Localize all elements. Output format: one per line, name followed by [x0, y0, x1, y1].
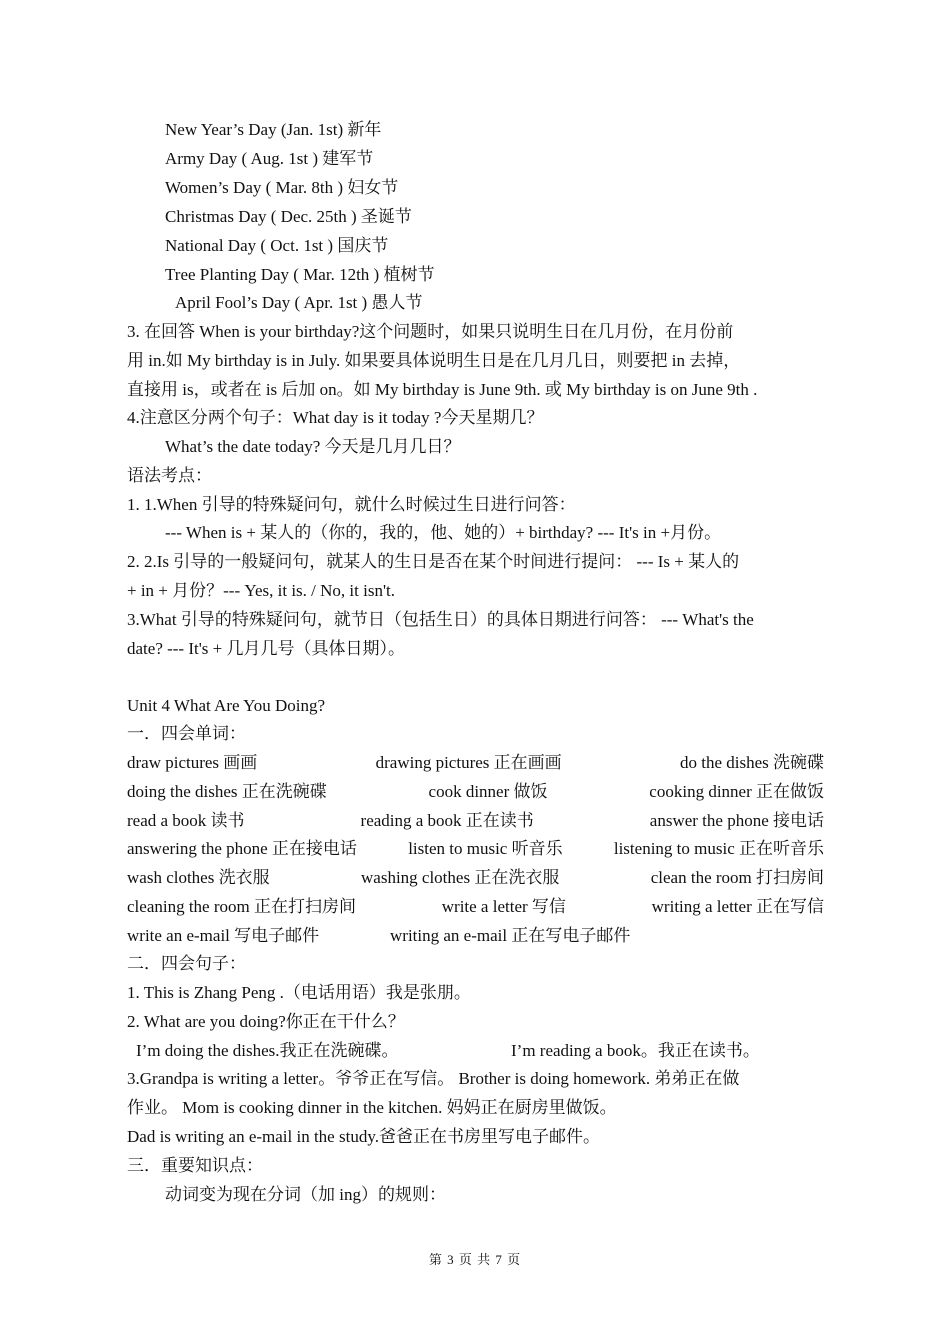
note-3-line: 直接用 is，或者在 is 后加 on。如 My birthday is June 9th. 或 My birthday is on June 9th .	[127, 380, 758, 399]
sentence-line: I’m doing the dishes.我正在洗碗碟。	[136, 1041, 399, 1060]
sentence-line: I’m reading a book。我正在读书。	[511, 1041, 760, 1060]
vocab-item: answering the phone 正在接电话	[127, 839, 357, 858]
knowledge-point: 动词变为现在分词（加 ing）的规则：	[165, 1185, 446, 1204]
vocab-item: read a book 读书	[127, 811, 245, 830]
vocab-item: listen to music 听音乐	[408, 839, 563, 858]
vocab-item: answer the phone 接电话	[649, 811, 824, 830]
festival-line: Tree Planting Day ( Mar. 12th ) 植树节	[165, 265, 435, 284]
sentence-line: 作业。 Mom is cooking dinner in the kitchen. 妈妈正在厨房里做饭。	[127, 1098, 617, 1117]
festival-line: National Day ( Oct. 1st ) 国庆节	[165, 236, 389, 255]
section-heading: 二．四会句子：	[127, 954, 246, 973]
vocab-item: washing clothes 正在洗衣服	[361, 868, 560, 887]
sentence-line: 3.Grandpa is writing a letter。爷爷正在写信。 Brother is doing homework. 弟弟正在做	[127, 1069, 740, 1088]
grammar-heading: 语法考点：	[127, 466, 212, 485]
vocab-row	[127, 867, 824, 889]
note-4-line: What’s the date today? 今天是几月几日？	[165, 437, 461, 456]
unit-title: Unit 4 What Are You Doing?	[127, 696, 326, 715]
grammar-line: --- When is + 某人的（你的，我的，他、她的）+ birthday? --- It's in +月份。	[165, 523, 722, 542]
vocab-item: wash clothes 洗衣服	[127, 868, 270, 887]
vocab-item: writing a letter 正在写信	[651, 897, 824, 916]
grammar-line: + in + 月份？--- Yes, it is. / No, it isn't.	[127, 581, 395, 600]
festival-line: April Fool’s Day ( Apr. 1st ) 愚人节	[175, 293, 423, 312]
section-heading: 三．重要知识点：	[127, 1156, 263, 1175]
grammar-line: date? --- It's + 几月几号（具体日期）。	[127, 639, 405, 658]
vocab-item: draw pictures 画画	[127, 753, 258, 772]
vocab-item: write a letter 写信	[441, 897, 566, 916]
vocab-row	[127, 752, 824, 774]
vocab-item: drawing pictures 正在画画	[375, 753, 562, 772]
note-4-line: 4.注意区分两个句子：What day is it today ?今天星期几？	[127, 408, 544, 427]
festival-line: New Year’s Day (Jan. 1st) 新年	[165, 120, 382, 139]
vocab-item: cleaning the room 正在打扫房间	[127, 897, 356, 916]
vocab-row	[127, 896, 824, 918]
note-3-line: 3. 在回答 When is your birthday?这个问题时，如果只说明生日在几月份，在月份前	[127, 322, 734, 341]
vocab-row	[127, 838, 824, 860]
vocab-item: writing an e-mail 正在写电子邮件	[390, 926, 631, 945]
vocab-item: reading a book 正在读书	[360, 811, 534, 830]
vocab-item: do the dishes 洗碗碟	[679, 753, 824, 772]
note-3-line: 用 in.如 My birthday is in July. 如果要具体说明生日是在几月几日，则要把 in 去掉，	[127, 351, 741, 370]
vocab-row	[127, 810, 824, 832]
section-heading: 一．四会单词：	[127, 724, 246, 743]
sentence-line: 1. This is Zhang Peng .（电话用语）我是张朋。	[127, 983, 471, 1002]
festival-line: Christmas Day ( Dec. 25th ) 圣诞节	[165, 207, 412, 226]
vocab-item: write an e-mail 写电子邮件	[127, 926, 320, 945]
vocab-item: doing the dishes 正在洗碗碟	[127, 782, 327, 801]
vocab-item: cook dinner 做饭	[428, 782, 548, 801]
page-footer: 第 3 页 共 7 页	[428, 1252, 522, 1267]
sentence-line: 2. What are you doing?你正在干什么？	[127, 1012, 405, 1031]
vocab-item: clean the room 打扫房间	[650, 868, 824, 887]
vocab-item: listening to music 正在听音乐	[613, 839, 824, 858]
sentence-line: Dad is writing an e-mail in the study.爸爸正在书房里写电子邮件。	[127, 1127, 600, 1146]
festival-line: Army Day ( Aug. 1st ) 建军节	[165, 149, 374, 168]
grammar-line: 3.What 引导的特殊疑问句，就节日（包括生日）的具体日期进行问答： --- What's the	[127, 610, 754, 629]
grammar-line: 1. 1.When 引导的特殊疑问句，就什么时候过生日进行问答：	[127, 495, 576, 514]
grammar-line: 2. 2.Is 引导的一般疑问句，就某人的生日是否在某个时间进行提问： --- Is + 某人的	[127, 552, 740, 571]
vocab-item: cooking dinner 正在做饭	[649, 782, 824, 801]
vocab-row	[127, 781, 824, 803]
festival-line: Women’s Day ( Mar. 8th ) 妇女节	[165, 178, 399, 197]
